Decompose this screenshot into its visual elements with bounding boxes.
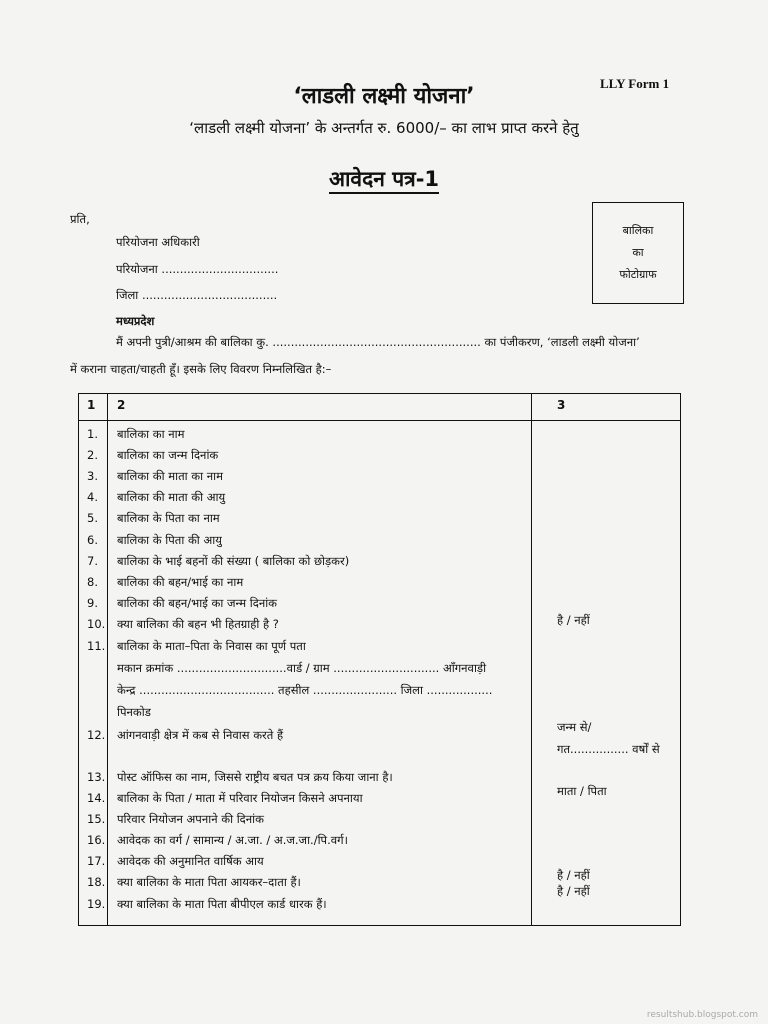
table-divider [531,394,532,925]
row-value: माता / पिता [557,784,607,798]
row-number: 13. [87,770,106,784]
row-label: आवेदक की अनुमानित वार्षिक आय [117,854,264,868]
table-header-col2: 2 [117,398,126,412]
row-number: 4. [87,490,98,504]
form-subtitle: ‘लाडली लक्ष्मी योजना’ के अन्तर्गत रु. 6000/– का लाभ प्राप्त करने हेतु [189,119,579,137]
form-heading-text: आवेदन पत्र-1 [329,167,439,194]
row-value: गत................ वर्षों से [557,742,660,756]
row-label: बालिका के पिता / माता में परिवार नियोजन किसने अपनाया [117,791,363,805]
form-title: ‘लाडली लक्ष्मी योजना’ [293,84,475,109]
request-line-2: में कराना चाहता/चाहती हूँ। इसके लिए विवरण निम्नलिखित है:– [70,362,332,376]
address-officer: परियोजना अधिकारी [116,235,200,249]
row-number: 17. [87,854,106,868]
row-number: 14. [87,791,106,805]
row-label: बालिका के माता–पिता के निवास का पूर्ण पता [117,639,306,653]
row-label: बालिका के पिता का नाम [117,511,220,525]
address-line-1: मकान क्रमांक ..............................वार्ड / ग्राम ............................. आँगनवाड़ी [117,661,487,675]
row-number: 11. [87,639,106,653]
address-district: जिला ..................................... [116,288,278,302]
row-number: 10. [87,617,106,631]
address-to: प्रति, [70,212,90,226]
row-value: जन्म से/ [557,720,592,734]
row-label: बालिका के भाई बहनों की संख्या ( बालिका को छोड़कर) [117,554,350,568]
address-project: परियोजना ................................ [116,262,279,276]
photo-box-line2: का [632,246,644,259]
row-label: बालिका की बहन/भाई का जन्म दिनांक [117,596,278,610]
photo-box-line1: बालिका [622,224,654,237]
photo-box-line3: फोटोग्राफ [619,268,657,281]
row-label: बालिका की माता की आयु [117,490,226,504]
row-label: क्या बालिका के माता पिता आयकर–दाता हैं। [117,875,301,889]
row-label: बालिका की माता का नाम [117,469,224,483]
details-table [78,393,681,926]
row-number: 7. [87,554,98,568]
row-number: 19. [87,897,106,911]
row-number: 3. [87,469,98,483]
row-number: 8. [87,575,98,589]
watermark: resultshub.blogspot.com [646,1010,758,1020]
row-number: 5. [87,511,98,525]
form-heading [0,165,768,193]
row-label: बालिका की बहन/भाई का नाम [117,575,244,589]
row-number: 1. [87,427,98,441]
photo-box [592,202,684,304]
address-line-3: पिनकोड [117,705,151,719]
table-header-col1: 1 [87,398,96,412]
address-line-2: केन्द्र ..................................... तहसील ....................... जिला .................. [117,683,493,697]
row-label: क्या बालिका के माता पिता बीपीएल कार्ड धारक हैं। [117,897,327,911]
row-number: 16. [87,833,106,847]
form-number: LLY Form 1 [600,76,670,91]
request-line: मैं अपनी पुत्री/आश्रम की बालिका कु. ......................................................... का पंजीकरण, ‘लाडली लक्ष्मी योजना’ [116,335,640,349]
row-label: पोस्ट ऑफिस का नाम, जिससे राष्ट्रीय बचत पत्र क्रय किया जाना है। [117,770,393,784]
row-number: 15. [87,812,106,826]
row-number: 6. [87,533,98,547]
row-value: है / नहीं [557,868,590,882]
row-label: आंगनवाड़ी क्षेत्र में कब से निवास करते हैं [117,728,284,742]
table-header-col3: 3 [557,398,566,412]
row-number: 2. [87,448,98,462]
row-number: 12. [87,728,106,742]
row-value: है / नहीं [557,884,590,898]
row-label: बालिका का नाम [117,427,185,441]
row-number: 9. [87,596,98,610]
row-label: बालिका का जन्म दिनांक [117,448,219,462]
table-header-rule [79,420,680,421]
row-label: आवेदक का वर्ग / सामान्य / अ.जा. / अ.ज.जा./पि.वर्ग। [117,833,348,847]
row-label: बालिका के पिता की आयु [117,533,222,547]
row-label: क्या बालिका की बहन भी हितग्राही है ? [117,617,279,631]
address-state: मध्यप्रदेश [116,314,155,328]
row-number: 18. [87,875,106,889]
row-label: परिवार नियोजन अपनाने की दिनांक [117,812,264,826]
row-value: है / नहीं [557,613,590,627]
